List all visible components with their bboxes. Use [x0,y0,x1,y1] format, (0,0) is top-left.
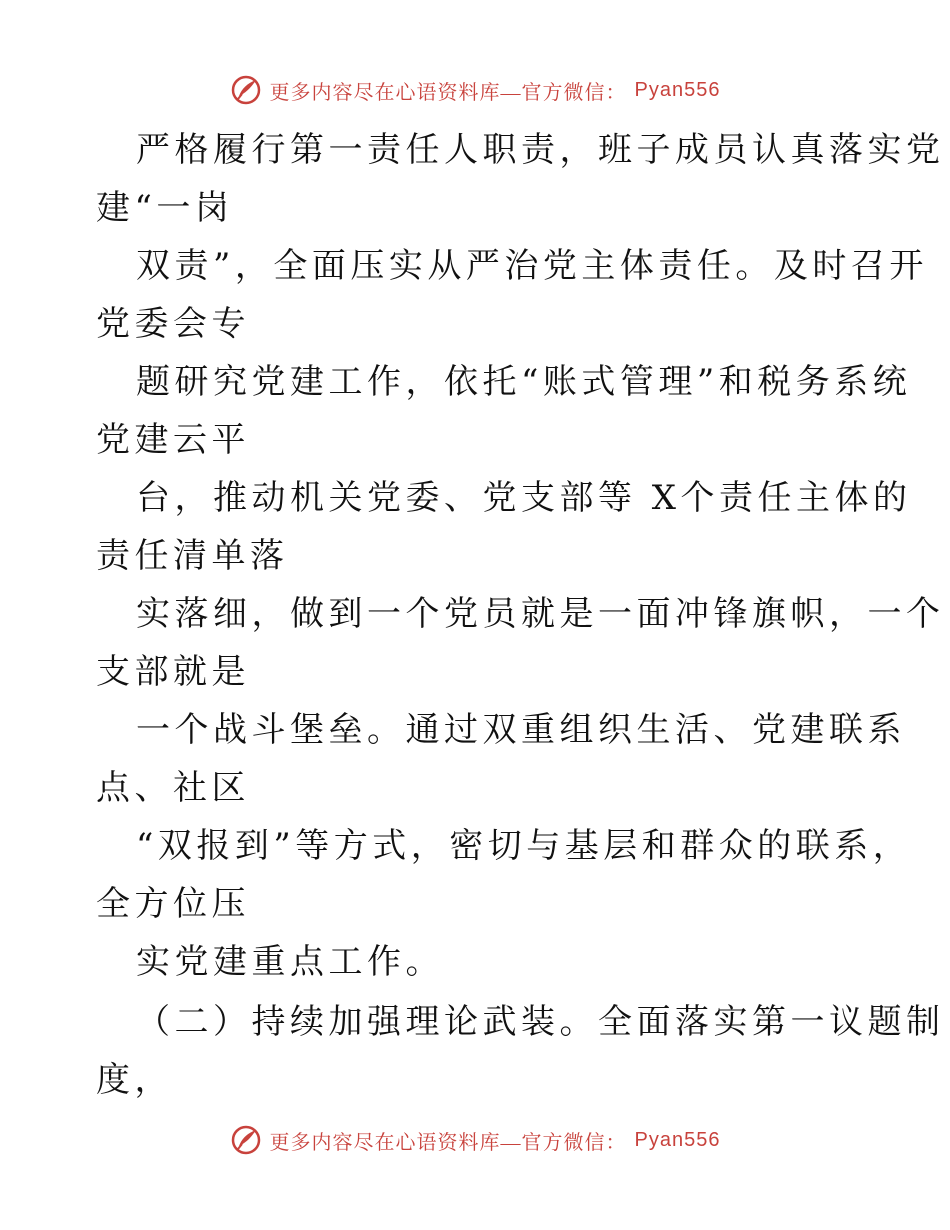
text-line: 党委会专 [96,304,250,344]
text-line: 题研究党建工作，依托“账式管理”和税务系统 [136,362,912,402]
text-line: 双责”，全面压实从严治党主体责任。及时召开 [136,246,928,286]
text-line: 实落细，做到一个党员就是一面冲锋旗帜，一个 [136,594,945,634]
text-line: 点、社区 [96,768,250,808]
text-line: 严格履行第一责任人职责，班子成员认真落实党 [136,130,945,170]
text-line: “双报到”等方式，密切与基层和群众的联系， [136,826,912,866]
header-watermark [0,70,950,110]
text-line: 实党建重点工作。 [136,942,444,982]
watermark-wechat-id: Pyan556 [634,1128,721,1151]
text-line: 全方位压 [96,884,250,924]
footer-watermark [0,1120,950,1160]
text-line: 一个战斗堡垒。通过双重组织生活、党建联系 [136,710,906,750]
section-heading-line: （二）持续加强理论武装。全面落实第一议题制 [136,1002,945,1042]
watermark-text: 更多内容尽在心语资料库—官方微信： [269,81,627,104]
text-line: 责任清单落 [96,536,289,576]
text-line: 党建云平 [96,420,250,460]
quill-logo-icon [230,1124,262,1156]
text-line: 建“一岗 [96,188,234,228]
text-line: 度， [96,1060,173,1100]
watermark-wechat-id: Pyan556 [634,78,721,101]
text-line: 支部就是 [96,652,250,692]
quill-logo-icon [230,74,262,106]
text-line: 台，推动机关党委、党支部等 X个责任主体的 [136,478,912,518]
watermark-text: 更多内容尽在心语资料库—官方微信： [269,1131,627,1154]
